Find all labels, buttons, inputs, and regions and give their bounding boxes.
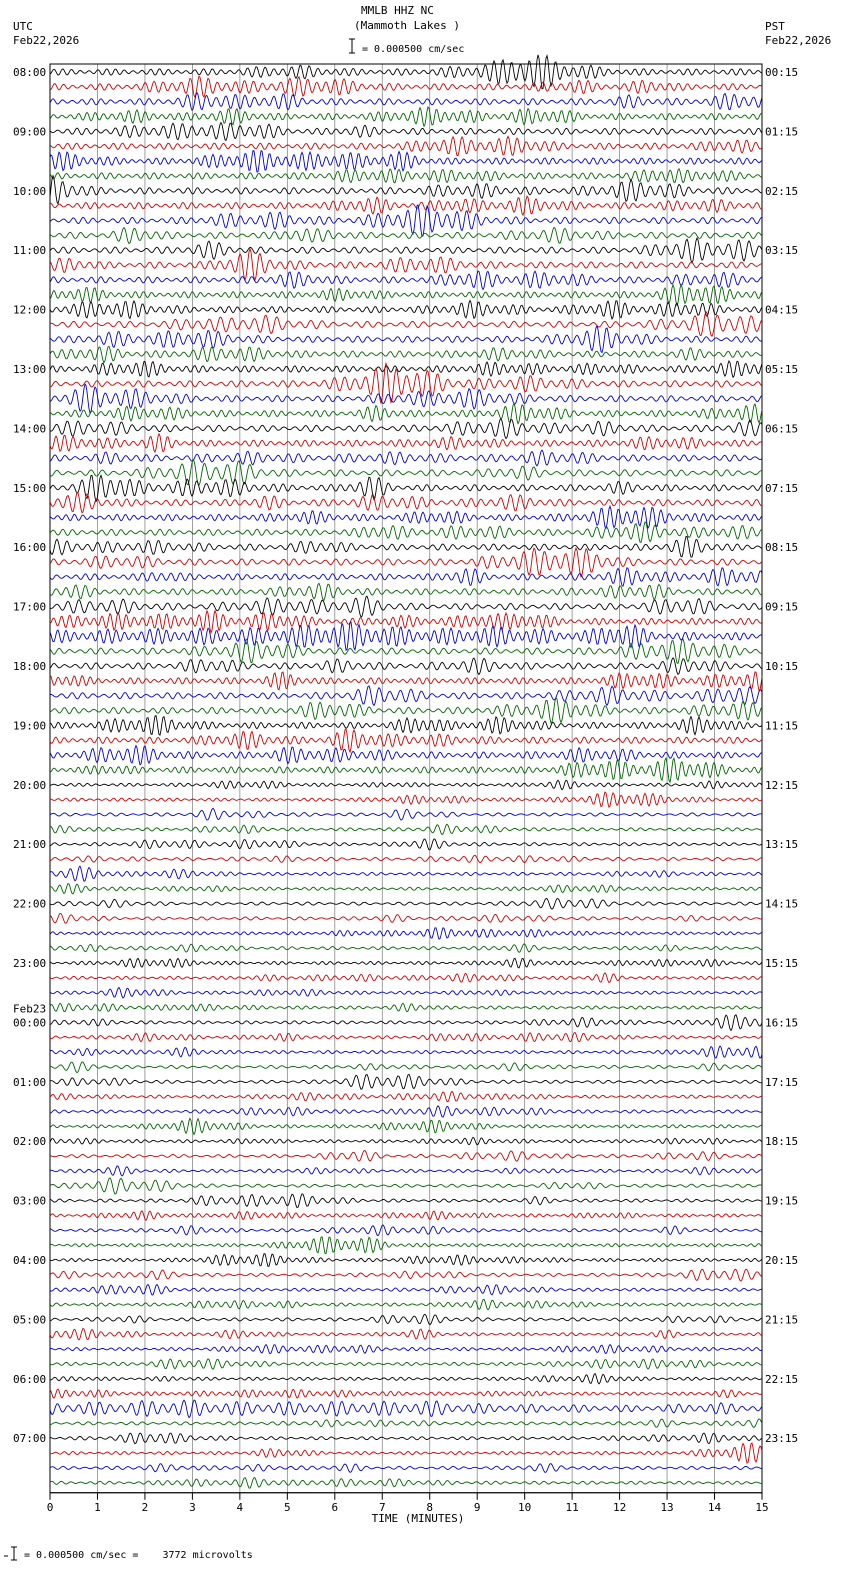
seismic-trace <box>50 1314 762 1324</box>
utc-date: Feb22,2026 <box>13 34 80 47</box>
utc-hour-label: 09:00 <box>13 125 47 139</box>
seismic-trace <box>50 1211 762 1220</box>
seismic-trace <box>50 419 762 439</box>
pst-hour-label: 02:15 <box>765 184 799 198</box>
x-axis <box>47 1493 769 1525</box>
utc-hour-label: 02:00 <box>13 1135 47 1149</box>
seismic-trace <box>50 403 762 423</box>
utc-hour-labels <box>13 66 46 1445</box>
seismic-trace <box>50 716 762 736</box>
seismic-trace <box>50 1074 762 1089</box>
seismic-trace <box>50 913 762 923</box>
seismic-trace <box>50 76 762 97</box>
seismic-trace <box>50 475 762 501</box>
utc-hour-label: 20:00 <box>13 778 47 792</box>
pst-hour-label: 00:15 <box>765 66 799 79</box>
utc-hour-label: 01:00 <box>13 1075 47 1089</box>
pst-date: Feb22,2026 <box>765 34 832 47</box>
seismic-trace <box>50 1433 762 1444</box>
seismic-trace <box>50 1091 762 1101</box>
seismic-trace <box>50 1194 762 1208</box>
seismic-trace <box>50 123 762 141</box>
seismic-trace <box>50 1015 762 1031</box>
utc-hour-label: 06:00 <box>13 1372 47 1386</box>
pst-hour-label: 19:15 <box>765 1194 799 1208</box>
utc-hour-label: 08:00 <box>13 66 47 79</box>
seismic-trace <box>50 1443 762 1463</box>
seismic-trace <box>50 1254 762 1267</box>
seismic-trace <box>50 1345 762 1354</box>
seismic-trace <box>50 686 762 706</box>
pst-hour-label: 12:15 <box>765 778 799 792</box>
utc-hour-label: 12:00 <box>13 303 47 317</box>
utc-hour-label: 18:00 <box>13 660 47 673</box>
seismic-trace <box>50 249 762 280</box>
seismic-trace <box>50 944 762 953</box>
seismic-trace <box>50 1003 762 1012</box>
utc-hour-label: 15:00 <box>13 481 47 495</box>
x-tick-label: 13 <box>660 1500 674 1514</box>
pst-hour-label: 07:15 <box>765 481 799 495</box>
seismic-trace <box>50 988 762 998</box>
seismic-trace <box>50 1359 762 1369</box>
pst-hour-label: 05:15 <box>765 363 799 376</box>
seismic-trace <box>50 780 762 790</box>
seismic-trace <box>50 238 762 263</box>
seismic-trace <box>50 1118 762 1134</box>
utc-hour-label: 04:00 <box>13 1254 47 1267</box>
x-tick-label: 1 <box>94 1500 101 1514</box>
seismic-trace <box>50 1225 762 1236</box>
seismic-trace <box>50 434 762 452</box>
seismic-trace <box>50 808 762 820</box>
seismic-trace <box>50 758 762 782</box>
utc-hour-label: 10:00 <box>13 184 47 198</box>
scale-text: = 0.000500 cm/sec <box>362 44 465 55</box>
pst-hour-label: 06:15 <box>765 422 799 436</box>
pst-hour-label: 17:15 <box>765 1075 799 1089</box>
seismic-trace <box>50 522 762 542</box>
x-tick-label: 10 <box>518 1500 532 1514</box>
seismic-trace <box>50 1269 762 1281</box>
utc-hour-label: 16:00 <box>13 541 47 555</box>
seismic-trace <box>50 176 762 204</box>
plot-frame <box>50 64 762 1493</box>
seismic-trace <box>50 973 762 983</box>
utc-hour-label: 05:00 <box>13 1313 47 1327</box>
x-tick-label: 0 <box>46 1500 54 1514</box>
x-tick-label: 7 <box>378 1500 386 1514</box>
utc-hour-label: 13:00 <box>13 363 47 376</box>
utc-hour-label: 03:00 <box>13 1194 47 1208</box>
utc-hour-label: 19:00 <box>13 719 47 733</box>
seismic-trace <box>50 493 762 513</box>
seismic-trace <box>50 729 762 752</box>
seismic-trace <box>50 899 762 910</box>
x-tick-label: 15 <box>755 1500 769 1514</box>
seismic-trace <box>50 866 762 881</box>
date-change-label: Feb23 <box>13 1002 47 1016</box>
seismic-trace <box>50 1328 762 1340</box>
seismic-trace <box>50 93 762 110</box>
pst-hour-label: 14:15 <box>765 897 799 911</box>
seismic-trace <box>50 548 762 577</box>
seismic-trace <box>50 1106 762 1117</box>
seismic-trace <box>50 1419 762 1428</box>
seismic-trace <box>50 568 762 587</box>
scale-bar-icon <box>349 39 355 53</box>
pst-hour-label: 11:15 <box>765 719 799 733</box>
utc-hour-label: 21:00 <box>13 838 47 852</box>
station-title: MMLB HHZ NC <box>361 4 434 17</box>
seismic-trace <box>50 537 762 558</box>
seismic-trace <box>50 596 762 617</box>
seismic-trace <box>50 658 762 675</box>
seismic-trace <box>50 1033 762 1042</box>
seismic-trace <box>50 611 762 633</box>
x-tick-label: 9 <box>473 1500 481 1514</box>
seismic-trace <box>50 1166 762 1176</box>
seismic-trace <box>50 285 762 305</box>
seismic-trace <box>50 136 762 155</box>
x-tick-label: 11 <box>565 1500 579 1514</box>
seismic-trace <box>50 151 762 172</box>
x-axis-label: TIME (MINUTES) <box>371 1511 465 1525</box>
utc-hour-label: 00:00 <box>13 1016 47 1030</box>
x-tick-label: 14 <box>707 1500 722 1514</box>
utc-hour-label: 11:00 <box>13 244 47 258</box>
seismic-trace <box>50 1151 762 1162</box>
x-tick-label: 5 <box>284 1500 291 1514</box>
seismic-trace <box>50 1062 762 1073</box>
pst-label: PST <box>765 20 785 33</box>
seismic-trace <box>50 326 762 353</box>
time-grid <box>50 64 762 1493</box>
x-tick-label: 4 <box>236 1500 244 1514</box>
pst-hour-label: 10:15 <box>765 660 799 673</box>
seismic-trace <box>50 1137 762 1144</box>
seismic-trace <box>50 205 762 236</box>
seismic-trace <box>50 361 762 377</box>
x-tick-label: 3 <box>189 1500 196 1514</box>
pst-hour-label: 04:15 <box>765 303 799 317</box>
footer-scale-bar-icon <box>4 1547 17 1560</box>
utc-hour-label: 17:00 <box>13 600 47 614</box>
seismic-trace <box>50 1478 762 1489</box>
pst-hour-label: 15:15 <box>765 957 799 970</box>
seismic-trace <box>50 107 762 126</box>
pst-hour-label: 09:15 <box>765 600 799 614</box>
pst-hour-label: 20:15 <box>765 1254 799 1267</box>
seismic-trace <box>50 1389 762 1398</box>
seismic-trace <box>50 839 762 850</box>
seismic-trace <box>50 1464 762 1473</box>
seismic-trace <box>50 271 762 290</box>
pst-hour-label: 03:15 <box>765 244 799 258</box>
seismic-trace <box>50 169 762 183</box>
seismic-trace <box>50 460 762 485</box>
seismic-trace <box>50 1400 762 1417</box>
x-tick-label: 8 <box>426 1500 434 1514</box>
seismic-trace <box>50 301 762 319</box>
seismic-trace <box>50 1046 762 1058</box>
seismic-trace <box>50 1299 762 1309</box>
utc-hour-label: 22:00 <box>13 897 47 911</box>
seismic-trace <box>50 196 762 215</box>
pst-hour-label: 22:15 <box>765 1372 799 1386</box>
utc-label: UTC <box>13 20 33 33</box>
utc-hour-label: 07:00 <box>13 1432 47 1446</box>
seismic-trace <box>50 55 762 89</box>
seismic-trace <box>50 1178 762 1194</box>
seismic-trace <box>50 746 762 765</box>
station-location: (Mammoth Lakes ) <box>354 19 460 32</box>
seismic-trace <box>50 855 762 862</box>
trace-group <box>50 55 762 1488</box>
seismic-trace <box>50 928 762 939</box>
seismic-trace <box>50 958 762 968</box>
pst-hour-label: 01:15 <box>765 125 799 139</box>
seismic-trace <box>50 824 762 834</box>
pst-hour-labels <box>765 66 798 1445</box>
seismic-trace <box>50 792 762 807</box>
seismic-trace <box>50 1285 762 1296</box>
pst-hour-label: 23:15 <box>765 1432 799 1446</box>
seismic-trace <box>50 312 762 336</box>
pst-hour-label: 13:15 <box>765 838 799 852</box>
seismic-trace <box>50 1237 762 1254</box>
seismic-trace <box>50 672 762 691</box>
seismic-trace <box>50 384 762 413</box>
seismic-trace <box>50 583 762 600</box>
pst-hour-label: 16:15 <box>765 1016 799 1030</box>
pst-hour-label: 18:15 <box>765 1135 799 1149</box>
seismic-trace <box>50 450 762 466</box>
x-tick-label: 2 <box>141 1500 149 1514</box>
seismic-trace <box>50 228 762 244</box>
footer-scale-note: = 0.000500 cm/sec = 3772 microvolts <box>24 1550 253 1561</box>
x-tick-label: 6 <box>331 1500 339 1514</box>
utc-hour-label: 23:00 <box>13 957 47 970</box>
seismic-trace <box>50 346 762 362</box>
pst-hour-label: 08:15 <box>765 541 799 555</box>
x-tick-label: 12 <box>612 1500 627 1514</box>
pst-hour-label: 21:15 <box>765 1313 799 1327</box>
seismic-trace <box>50 884 762 894</box>
seismic-trace <box>50 1374 762 1384</box>
utc-hour-label: 14:00 <box>13 422 47 436</box>
